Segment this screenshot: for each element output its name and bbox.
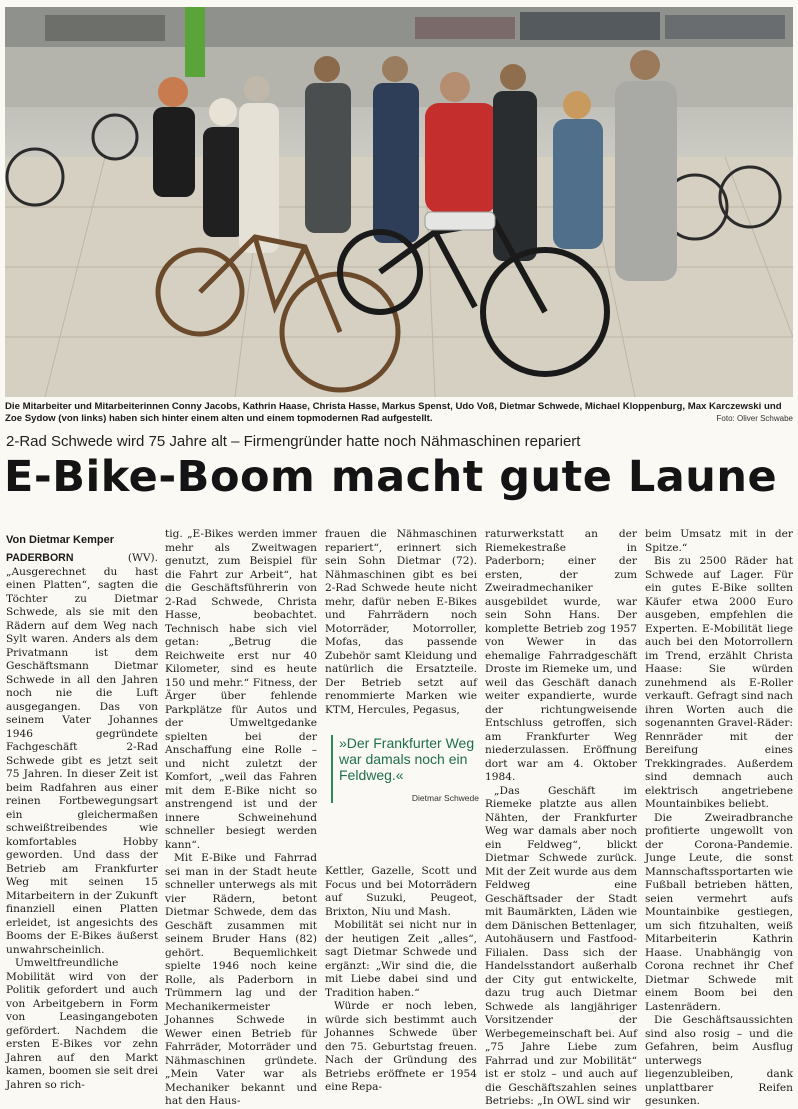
paragraph: beim Umsatz mit in der Spitze.“ [645,528,793,554]
paragraph: frauen die Nähmaschinen repariert“, erinnert sich sein Sohn Dietmar (72). Nähmaschinen gibt es bei 2-Rad Schwede heute nicht mehr, dafür neben E-Bikes und Fahrrädern noch Motorräder, Motorroller, Mofas, das passende Zubehör samt Kleidung und natürlich die Ersatzteile. Der Betrieb setzt auf renommierte Marken wie KTM, Hercules, Pegasus, [325,528,477,716]
paragraph: raturwerkstatt an der Riemekestraße in Paderborn; einer der ersten, der zum Zweiradmechaniker ausgebildet wurde, war sein Sohn Hans. Der komplette Betrieb zog 1957 von Wewer in das ehemalige Fahrradgeschäft Droste im Riemeke um, und weil das Geschäft danach weiter expandierte, wurde der richtungweisende Entschluss getroffen, sich am Frankfurter Weg niederzulassen. Eröffnung dort war am 4. Oktober 1984. [485,528,637,783]
column-1 [6,552,158,1091]
dateline: PADERBORN [6,552,74,564]
column-5 [645,528,793,1109]
paragraph: Bis zu 2500 Räder hat Schwede auf Lager. Für ein gutes E-Bike sollten Käufer etwa 2000 Euro ausgeben, empfehlen die Experten. E-Mobilität liege auch bei den Motorrollern im Trend, erzählt Christa Haase: Sie würden zunehmend als E-Roller verkauft. Gefragt sind nach ihren Worten auch die sogenannten Gravel-Räder: Rennräder mit der Bereifung eines Trekkingrades. Außerdem sind demnach auch elektrisch angetriebene Mountainbikes beliebt. [645,555,793,810]
paragraph: tig. „E-Bikes werden immer mehr als Zweitwagen genutzt, zum Beispiel für die Fahrt zur Arbeit“, hat die Geschäftsführerin von 2-Rad Schwede, Christa Hasse, beobachtet. Technisch habe sich viel getan: „Betrug die Reichweite erst nur 40 Kilometer, sind es heute 150 und mehr.“ Fitness, der Ärger über fehlende Parkplätze für Autos und der Umweltgedanke spielten bei der Anschaffung eine Rolle – und nicht zuletzt der Komfort, „weil das Fahren mit dem E-Bike nicht so anstrengend ist und der innere Schweinehund schneller besiegt werden kann“. [165,528,317,851]
caption-text: Die Mitarbeiter und Mitarbeiterinnen Conny Jacobs, Kathrin Haase, Christa Hasse, Markus Spenst, Udo Voß, Dietmar Schwede, Michael Kloppenburg, Max Karczewski und Zoe Sydow (von links) haben sich hinter einem alten und einem topmodernen Rad aufgestellt. [5,401,782,424]
article-byline: Von Dietmar Kemper [6,534,114,546]
column-3 [325,528,477,1095]
photo-credit: Foto: Oliver Schwabe [716,414,793,423]
article-photo [5,7,793,397]
pull-quote-author: Dietmar Schwede [411,793,479,803]
paragraph: Kettler, Gazelle, Scott und Focus und bei Motorrädern auf Suzuki, Peugeot, Brixton, Niu und Mash. [325,865,477,918]
paragraph: Würde er noch leben, würde sich bestimmt auch Johannes Schwede über den 75. Geburtstag freuen. Nach der Gründung des Betriebs eröffnete er 1954 eine Repa- [325,1000,477,1093]
shop-scene-illustration [5,7,793,397]
photo-caption [5,401,793,425]
paragraph: „Das Geschäft im Riemeke platzte aus allen Nähten, der Frankfurter Weg war damals aber noch ein Feldweg“, blickt Dietmar Schwede zurück. Mit der Zeit wurde aus dem Feldweg eine Geschäftsader der Stadt mit Baumärkten, Läden wie dem Dänischen Bettenlager, Autohäusern und Fastfood-Filialen. Dass sich der Handelsstandort außerhalb der City gut entwickelte, dazu trug auch Dietmar Schwede als langjähriger Vorsitzender der Werbegemeinschaft bei. Auf „75 Jahre Liebe zum Fahrrad und zur Mobilität“ ist er stolz – und auch auf die Geschäftszahlen seines Betriebs: „In OWL sind wir [485,784,637,1107]
pull-quote-text: »Der Frankfurter Weg war damals noch ein Feldweg.« [339,735,475,783]
paragraph: Mobilität sei nicht nur in der heutigen Zeit „alles“, sagt Dietmar Schwede und ergänzt: „Wir sind die, die mit Liebe dabei sind und Tradition haben.“ [325,919,477,999]
paragraph: PADERBORN (WV). „Ausgerechnet du hast einen Platten“, sagten die Töchter zu Dietmar Schwede, als sie mit den Rädern auf dem Weg nach Sylt waren. Anders als dem Privatmann ist dem Geschäftsmann Dietmar Schwede in all den Jahren noch nie die Luft ausgegangen. Das von seinem Vater Johannes 1946 gegründete Fachgeschäft 2-Rad Schwede gibt es jetzt seit 75 Jahren. In dieser Zeit ist beim Radfahren aus einer reinen Fortbewegungsart ein gleichermaßen schweißtreibendes wie komfortables Hobby geworden. Und dass der Betrieb am Frankfurter Weg mit seinen 15 Mitarbeitern in der Zukunft finanziell einen Platten erleidet, ist angesichts des Booms der E-Bikes äußerst unwahrscheinlich. [6,552,158,956]
pull-quote [331,735,479,803]
column-4 [485,528,637,1109]
paragraph: Die Geschäftsaussichten sind also rosig – und die Gefahren, beim Ausflug unterwegs liegenzubleiben, dank unplattbarer Reifen gesunken. [645,1014,793,1107]
paragraph: Die Zweiradbranche profitierte ungewollt von der Corona-Pandemie. Junge Leute, die sonst Mannschaftssportarten wie Fußball betrieben hätten, seien vermehrt aufs Mountainbike gestiegen, um sich fitzuhalten, weiß Mitarbeiterin Kathrin Haase. Unabhängig von Corona rechnet ihr Chef Dietmar Schwede mit einem Boom bei den Lastenrädern. [645,811,793,1013]
column-2 [165,528,317,1109]
paragraph: Umweltfreundliche Mobilität wird von der Politik gefordert und auch von Arbeitgebern in Form von Leasingangeboten gefördert. Nachdem die ersten E-Bikes vor zehn Jahren auf den Markt kamen, boomen sie seit drei Jahren so rich- [6,957,158,1091]
article-kicker: 2-Rad Schwede wird 75 Jahre alt – Firmengründer hatte noch Nähmaschinen repariert [6,433,581,450]
article-headline: E-Bike-Boom macht gute Laune [4,452,778,502]
paragraph: Mit E-Bike und Fahrrad sei man in der Stadt heute schneller unterwegs als mit vier Rädern, betont Dietmar Schwede, dem das Geschäft zusammen mit seinem Bruder Hans (82) gehört. Bequemlichkeit spielte 1946 noch keine Rolle, als Paderborn in Trümmern lag und der Mechanikermeister Johannes Schwede in Wewer einen Betrieb für Fahrräder, Motorräder und Nähmaschinen gründete. „Mein Vater war als Mechaniker bekannt und hat den Haus- [165,852,317,1107]
